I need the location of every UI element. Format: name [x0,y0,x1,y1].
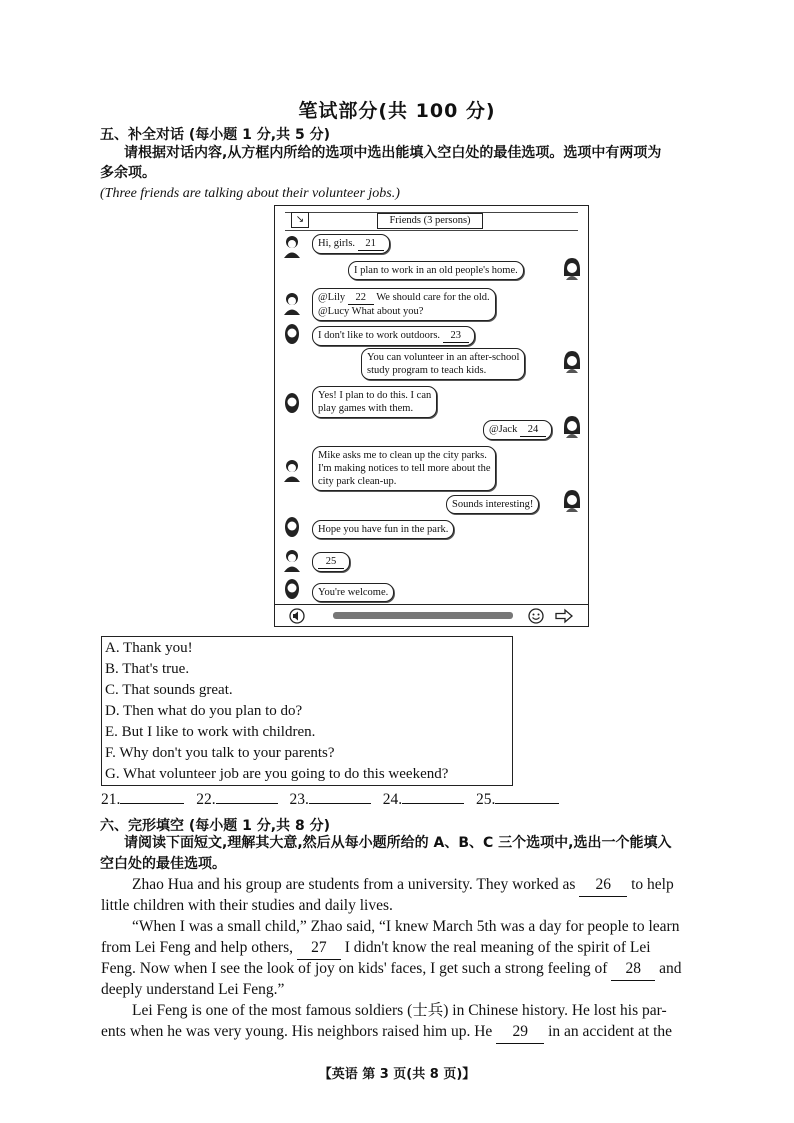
section5-heading: 五、补全对话 (每小题 1 分,共 5 分) [100,127,330,143]
message-text: Hi, girls. [318,238,358,249]
message-text: @Jack [489,424,520,435]
chat-title: Friends (3 persons) [377,213,483,229]
message-text: city park clean-up. [318,476,397,487]
answer-label: 23. [289,791,309,808]
passage-text: Feng. Now when I see the look of joy on kids' faces, I get such a strong feeling of [101,960,612,977]
passage-text: from Lei Feng and help others, [101,939,297,956]
lily-avatar-icon [562,414,582,438]
message-text: You can volunteer in an after-school [367,352,520,363]
answer-22-field[interactable] [216,803,278,804]
section6-heading: 六、完形填空 (每小题 1 分,共 8 分) [100,818,330,834]
passage-text: to help [627,876,674,893]
message-text: Yes! I plan to do this. I can [318,390,432,401]
passage-text: ents when he was very young. His neighbors raised him up. He [101,1023,497,1040]
answer-label: 22. [196,791,216,808]
message-text: You're welcome. [318,587,389,598]
answer-25-field[interactable] [495,803,559,804]
answer-label: 21. [101,791,121,808]
option-f: F. Why don't you talk to your parents? [105,745,335,761]
chat-window [274,205,589,627]
passage-line: Lei Feng is one of the most famous soldiers (士兵) in Chinese history. He lost his par- [132,1002,667,1019]
option-g: G. What volunteer job are you going to do this weekend? [105,766,449,782]
section5-instruction-line2: 多余项。 [100,165,156,181]
answer-label: 24. [382,791,403,808]
message-text: I'm making notices to tell more about the [318,463,491,474]
message-text: Mike asks me to clean up the city parks. [318,450,487,461]
lucy-avatar-icon [282,392,302,416]
passage-text: Zhao Hua and his group are students from a university. They worked as [132,876,580,893]
option-a: A. Thank you! [105,640,193,656]
answer-blank: 23 [443,329,469,343]
message-text: Sounds interesting! [452,499,534,510]
message-text: I don't like to work outdoors. [318,330,443,341]
passage-text: and [655,960,682,977]
chat-message [312,386,437,418]
section6-instruction-line2: 空白处的最佳选项。 [100,856,226,872]
message-text: We should care for the old. [373,292,490,303]
lucy-avatar-icon [282,516,302,540]
chat-message [312,446,496,491]
chat-message [312,234,390,254]
chat-message [312,288,496,321]
passage-text: in an accident at the [544,1023,673,1040]
chat-message [361,348,525,380]
passage-line: little children with their studies and daily lives. [101,897,393,914]
lucy-avatar-icon [282,323,302,347]
chat-message [483,420,552,440]
jack-avatar-icon [282,548,302,572]
page-title: 笔试部分(共 100 分) [298,100,496,122]
message-text: play games with them. [318,403,414,414]
answer-label: 25. [476,791,496,808]
cloze-blank: 28 [611,958,655,981]
chat-message [446,495,539,514]
answer-blank: 25 [318,555,344,569]
jack-avatar-icon [282,234,302,258]
emoji-icon[interactable] [528,608,544,624]
options-box [101,636,513,786]
lily-avatar-icon [562,256,582,280]
page-footer: 【英语 第 3 页(共 8 页)】 [318,1067,476,1082]
answer-24-field[interactable] [402,803,464,804]
passage-line [132,874,674,897]
chat-message [312,552,350,572]
option-e: E. But I like to work with children. [105,724,316,740]
answer-blank: 21 [358,237,384,251]
section5-instruction-line1: 请根据对话内容,从方框内所给的选项中选出能填入空白处的最佳选项。选项中有两项为 [124,145,662,161]
voice-icon[interactable] [289,608,305,624]
chat-message [312,583,394,602]
jack-avatar-icon [282,291,302,315]
answer-line [101,789,559,811]
answer-23-field[interactable] [309,803,371,804]
minimize-icon[interactable]: ↘ [291,212,309,228]
message-input-field[interactable] [333,612,513,619]
cloze-blank: 26 [579,874,627,897]
chat-message [312,520,454,539]
answer-21-field[interactable] [120,803,184,804]
answer-blank: 24 [520,423,546,437]
lily-avatar-icon [562,488,582,512]
lucy-avatar-icon [282,578,302,602]
chat-message [312,326,475,346]
cloze-blank: 27 [297,937,341,960]
option-b: B. That's true. [105,661,190,677]
passage-line [101,937,651,960]
passage-text: I didn't know the real meaning of the spirit of Lei [340,939,651,956]
send-arrow-icon[interactable] [555,608,573,624]
option-d: D. Then what do you plan to do? [105,703,303,719]
message-text: @Lily [318,292,348,303]
message-text: I plan to work in an old people's home. [354,265,518,276]
message-text: study program to teach kids. [367,365,487,376]
passage-line [101,958,682,981]
answer-blank: 22 [348,291,374,305]
passage-line [101,1021,672,1044]
lily-avatar-icon [562,349,582,373]
section5-context: (Three friends are talking about their volunteer jobs.) [100,186,400,201]
chat-message [348,261,524,280]
message-text: Hope you have fun in the park. [318,524,449,535]
passage-line: deeply understand Lei Feng.” [101,981,285,998]
message-text: @Lucy What about you? [318,306,424,317]
option-c: C. That sounds great. [105,682,233,698]
passage-line: “When I was a small child,” Zhao said, “I knew March 5th was a day for people to learn [132,918,680,935]
section6-instruction-line1: 请阅读下面短文,理解其大意,然后从每小题所给的 A、B、C 三个选项中,选出一个能填入 [124,835,672,851]
jack-avatar-icon [282,458,302,482]
cloze-blank: 29 [496,1021,544,1044]
chat-input-bar [275,604,588,627]
